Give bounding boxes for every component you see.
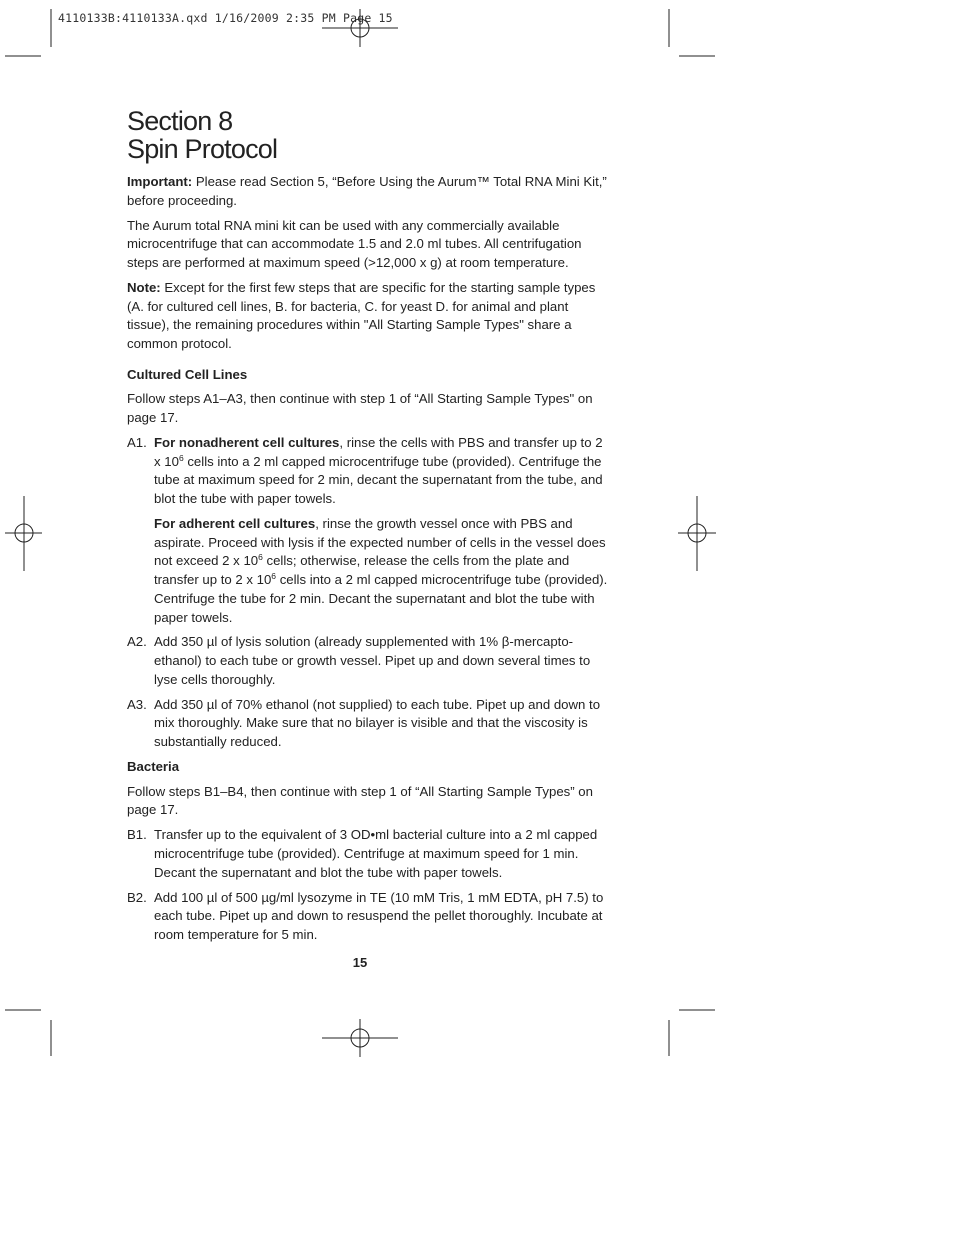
- step-a2: [127, 633, 611, 689]
- step-number: B1.: [127, 827, 147, 843]
- important-paragraph: [127, 173, 611, 210]
- step-body: [154, 633, 611, 689]
- section-name: Spin Protocol: [127, 134, 278, 164]
- step-a3: [127, 696, 611, 752]
- page-number: 15: [352, 955, 368, 970]
- registration-mark-bottom: [322, 1019, 398, 1057]
- file-slug: 4110133B:4110133A.qxd 1/16/2009 2:35 PM Page 15: [58, 11, 393, 25]
- step-text: cells; otherwise, release the cells from the plate and transfer up to 2 x 10: [154, 553, 570, 588]
- important-label: Important:: [127, 174, 193, 189]
- step-body: [154, 889, 611, 945]
- page-title: [127, 107, 277, 163]
- page-body: [127, 173, 611, 951]
- step-body: [154, 696, 611, 752]
- step-body: [154, 826, 611, 882]
- step-text: , rinse the growth vessel once with PBS and aspirate. Proceed with lysis if the expected number of cells in the vessel does not exceed 2 x 10: [154, 516, 606, 569]
- adherent-label: For adherent cell cultures: [154, 516, 316, 531]
- exponent: 6: [178, 452, 184, 463]
- note-paragraph: [127, 279, 611, 354]
- step-text: , rinse the cells with PBS and transfer up to 2 x 10: [154, 435, 603, 469]
- heading-cultured-cell-lines: Cultured Cell Lines: [127, 366, 248, 382]
- step-text: Add 350 µl of lysis solution (already supplemented with 1% β-mercapto-ethanol) to each tube or growth vessel. Pipet up and down several times to lyse cells thoroughly.: [154, 634, 591, 687]
- step-text: cells into a 2 ml capped microcentrifuge tube (provided). Centrifuge the tube at maximum speed for 2 min, decant the supernatant from the tube, and blot the tube with paper towels.: [154, 453, 603, 507]
- registration-mark-left: [5, 496, 42, 571]
- step-a1: [127, 434, 611, 627]
- step-b2: [127, 889, 611, 945]
- note-label: Note:: [127, 279, 161, 295]
- heading-bacteria: Bacteria: [127, 759, 180, 774]
- section-number: Section 8: [127, 106, 233, 136]
- exponent: 6: [258, 552, 263, 563]
- step-b1: [127, 826, 611, 882]
- step-number: A1.: [127, 435, 147, 450]
- step-number: B2.: [127, 889, 147, 905]
- note-text: Except for the first few steps that are specific for the starting sample types (A. for cultured cell lines, B. for bacteria, C. for yeast D. for animal and plant tissue), the remaining procedures within "All Starting Sample Types" share a common protocol.: [127, 279, 596, 351]
- step-body: [154, 434, 611, 627]
- important-text: Please read Section 5, “Before Using the Aurum™ Total RNA Mini Kit,” before proceeding.: [127, 174, 607, 208]
- step-text: Add 350 µl of 70% ethanol (not supplied) to each tube. Pipet up and down to mix thoroughly. Make sure that no bilayer is visible and that the viscosity is substantially reduced.: [154, 696, 601, 750]
- step-a1-adherent: [154, 515, 611, 627]
- exponent: 6: [271, 571, 277, 582]
- cultured-follow-text: Follow steps A1–A3, then continue with step 1 of “All Starting Sample Types" on page 17.: [127, 391, 593, 426]
- step-number: A3.: [127, 696, 147, 712]
- registration-mark-right: [678, 496, 716, 571]
- registration-mark-top: [322, 9, 398, 47]
- intro-paragraph: The Aurum total RNA mini kit can be used with any commercially available microcentrifuge that can accommodate 1.5 and 2.0 ml tubes. All centrifugation steps are performed at maximum speed (>12,000 x g) at room temperature.: [127, 217, 582, 270]
- step-a1-nonadherent: [154, 434, 611, 509]
- bacteria-follow-text: Follow steps B1–B4, then continue with step 1 of “All Starting Sample Types” on page 17.: [127, 783, 593, 818]
- step-number: A2.: [127, 634, 147, 650]
- step-text: Transfer up to the equivalent of 3 OD•ml bacterial culture into a 2 ml capped microcentrifuge tube (provided). Centrifuge at maximum speed for 1 min. Decant the supernatant and blot the tube with paper towels.: [154, 827, 598, 880]
- step-text: cells into a 2 ml capped microcentrifuge tube (provided). Centrifuge the tube for 2 min. Decant the supernatant and blot the tube with paper towels.: [154, 572, 608, 625]
- nonadherent-label: For nonadherent cell cultures: [154, 435, 340, 450]
- step-text: Add 100 µl of 500 µg/ml lysozyme in TE (10 mM Tris, 1 mM EDTA, pH 7.5) to each tube. Pipet up and down to resuspend the pellet thoroughly. Incubate at room temperature for 5 min.: [154, 889, 604, 942]
